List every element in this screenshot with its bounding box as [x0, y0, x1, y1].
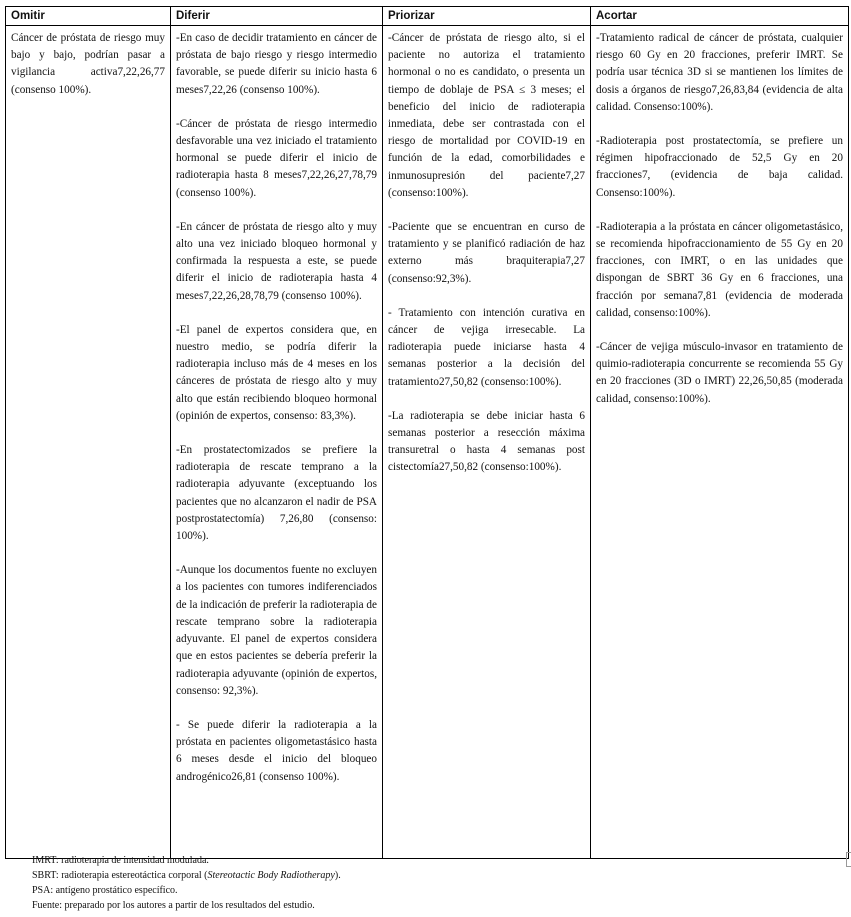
priorizar-item: - Tratamiento con intención curativa en cáncer de vejiga irresecable. La radioterapia puede iniciarse hasta 4 semanas posterior a la decisión del tratamiento27,50,82 (consenso:100%).	[388, 306, 585, 388]
diferir-item: -En caso de decidir tratamiento en cáncer de próstata de bajo riesgo y riesgo intermedio favorable, se puede diferir su inicio hasta 6 meses7,22,26 (consenso 100%).	[176, 32, 377, 96]
diferir-item: -En cáncer de próstata de riesgo alto y muy alto una vez iniciado bloqueo hormonal y confirmada la respuesta a este, se puede diferir el inicio de radioterapia hasta 4 meses7,22,26,28,78,79 (consenso 100%).	[176, 220, 377, 302]
acortar-item: -Radioterapia post prostatectomía, se prefiere un régimen hipofraccionado de 52,5 Gy en 20 fracciones7, (evidencia de baja calidad. Consenso:100%).	[596, 135, 843, 199]
footnote-sbrt-suffix: ).	[334, 870, 341, 881]
table-footnotes	[32, 853, 341, 913]
column-acortar	[591, 26, 849, 859]
acortar-item: -Radioterapia a la próstata en cáncer oligometastásico, se recomienda hipofraccionamiento de 55 Gy en 20 fracciones, con IMRT, o en las unidades que dispongan de SBRT 36 Gy en 6 fracciones, una fracción por semana7,81 (evidencia de moderada calidad, consenso:100%).	[596, 220, 843, 319]
omitir-item: Cáncer de próstata de riesgo muy bajo y bajo, podrían pasar a vigilancia activa7,22,26,77 (consenso 100%).	[11, 32, 165, 96]
acortar-item: -Tratamiento radical de cáncer de próstata, cualquier riesgo 60 Gy en 20 fracciones, preferir IMRT. Se podría usar técnica 3D si se mantienen los límites de dosis a órganos de riesgo7,26,83,84 (evidencia de alta calidad. Consenso:100%).	[596, 32, 843, 113]
table-header-row	[6, 7, 849, 26]
footnote-source: Fuente: preparado por los autores a partir de los resultados del estudio.	[32, 900, 315, 911]
priorizar-item: -Cáncer de próstata de riesgo alto, si el paciente no autoriza el tratamiento hormonal o no es candidato, o presenta un tiempo de doblaje de PSA ≤ 3 meses; el beneficio del inicio de radioterapia inmediata, debe ser contrastada con el riesgo de mortalidad por COVID-19 en función de la edad, comorbilidades e inmunosupresión del paciente7,27 (consenso:100%).	[388, 32, 585, 199]
column-omitir	[6, 26, 171, 859]
footnote-sbrt-prefix: SBRT: radioterapia estereotáctica corporal (	[32, 870, 208, 881]
acortar-item: -Cáncer de vejiga músculo-invasor en tratamiento de quimio-radioterapia concurrente se recomienda 55 Gy en 20 fracciones (3D o IMRT) 22,26,50,85 (moderada calidad, consenso:100%).	[596, 341, 843, 405]
priorizar-item: -Paciente que se encuentran en curso de tratamiento y se planificó radiación de haz externo más braquiterapia7,27 (consenso:92,3%).	[388, 221, 585, 285]
column-priorizar	[383, 26, 591, 859]
diferir-item: -Cáncer de próstata de riesgo intermedio desfavorable una vez iniciado el tratamiento hormonal se puede diferir el inicio de radioterapia hasta 8 meses7,22,26,27,78,79 (consenso 100%).	[176, 117, 377, 199]
header-acortar: Acortar	[591, 7, 849, 26]
recommendations-table	[5, 6, 849, 859]
diferir-item: -El panel de expertos considera que, en nuestro medio, se podría diferir la radioterapia incluso más de 4 meses en los cánceres de próstata de riesgo alto y muy alto que están recibiendo bloqueo hormonal (opinión de expertos, consenso: 83,3%).	[176, 323, 377, 422]
header-diferir: Diferir	[171, 7, 383, 26]
column-diferir	[171, 26, 383, 859]
footnote-imrt: IMRT: radioterapia de intensidad modulada.	[32, 855, 209, 866]
footnote-sbrt-term: Stereotactic Body Radiotherapy	[207, 870, 335, 881]
footnote-sbrt	[32, 868, 341, 883]
table-body-row	[6, 26, 849, 859]
diferir-item: - Se puede diferir la radioterapia a la próstata en pacientes oligometastásico hasta 6 meses desde el inicio del bloqueo androgénico26,81 (consenso 100%).	[176, 718, 377, 783]
header-omitir: Omitir	[6, 7, 171, 26]
footnote-psa: PSA: antígeno prostático específico.	[32, 885, 178, 896]
header-priorizar: Priorizar	[383, 7, 591, 26]
diferir-item: -En prostatectomizados se prefiere la radioterapia de rescate temprano a la radioterapia adyuvante (exceptuando los pacientes que no alcanzaron el nadir de PSA postprostatectomía) 7,26,80 (consenso: 100%).	[176, 444, 377, 543]
diferir-item: -Aunque los documentos fuente no excluyen a los pacientes con tumores indiferenciados de la indicación de preferir la radioterapia de rescate temprano sobre la radioterapia adyuvante. El panel de expertos considera que en estos pacientes se debería preferir la radioterapia adyuvante (opinión de expertos, consenso: 92,3%).	[176, 564, 377, 697]
priorizar-item: -La radioterapia se debe iniciar hasta 6 semanas posterior a resección máxima transuretral o hasta 4 semanas post cistectomía27,50,82 (consenso:100%).	[388, 409, 585, 474]
page-corner-mark	[846, 852, 851, 867]
